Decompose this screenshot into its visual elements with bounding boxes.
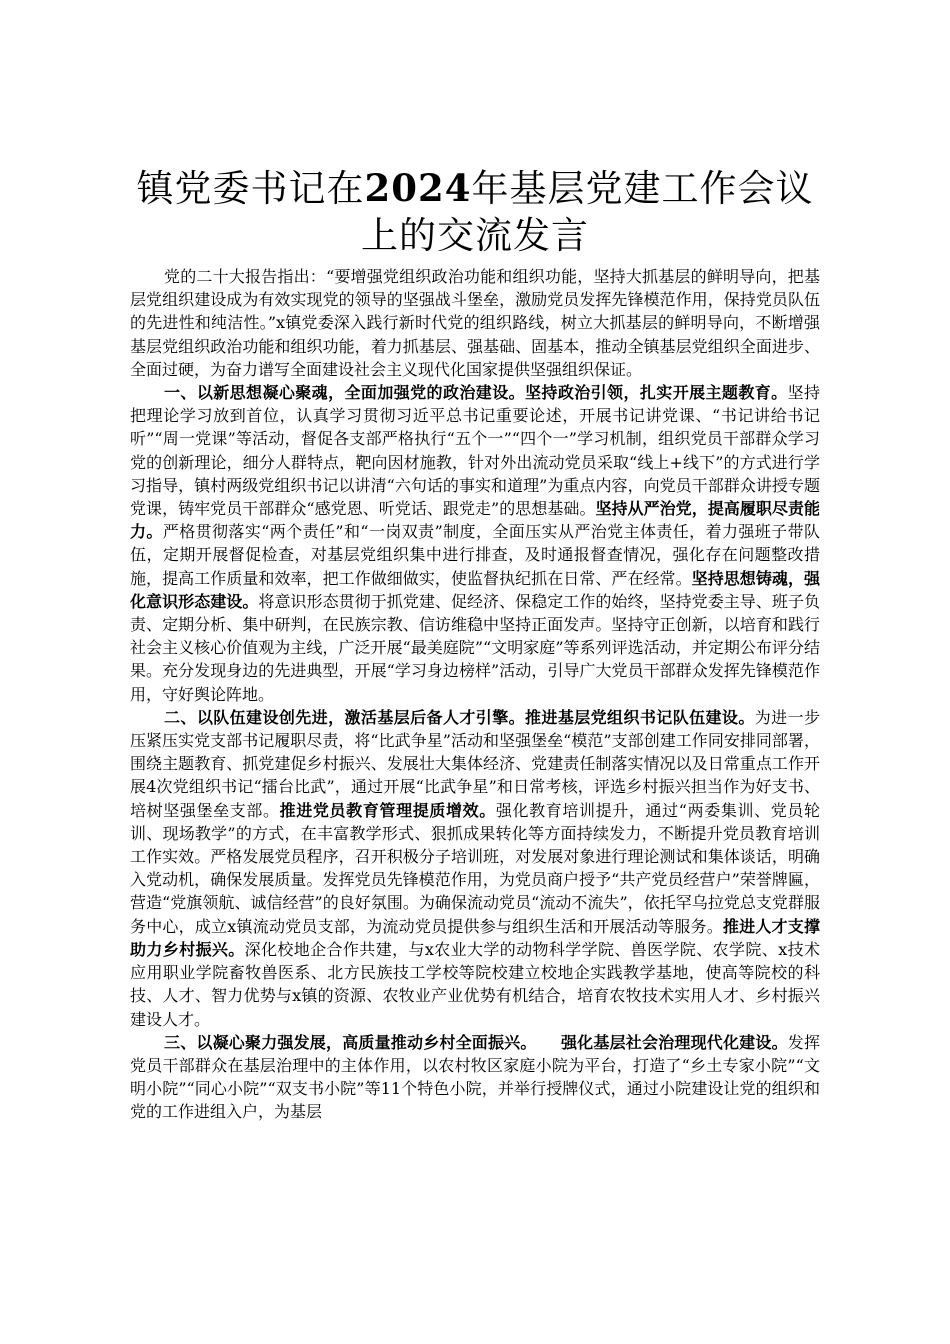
bold-heading-text: 坚持思想铸魂，强化意识形态建设。	[130, 568, 820, 611]
title-year: 2024	[364, 166, 472, 210]
paragraph	[130, 1031, 820, 1124]
bold-heading-text: 推进党员教育管理提质增效。	[279, 800, 496, 820]
document-title	[130, 165, 820, 259]
paragraph	[130, 381, 820, 706]
bold-heading-text: 推进人才支撑助力乡村振兴。	[130, 916, 820, 959]
document-body	[130, 265, 820, 1124]
paragraph	[130, 706, 820, 1031]
bold-heading-text: 坚持从严治党，提高履职尽责能力。	[130, 499, 820, 542]
document-page	[130, 165, 820, 1124]
body-text: 强化教育培训提升，通过“两委集训、党员轮训、现场教学”的方式，在丰富教学形式、狠抓成果转化等方面持续发力，不断提升党员教育培训工作实效。严格发展党员程序，召开积极分子培训班，对发展对象进行理论测试和集体谈话，明确入党动机，确保发展质量。发挥党员先锋模范作用，为党员商户授予“共产党员经营户”荣誉牌匾，营造“党旗领航、诚信经营”的良好氛围。为确保流动党员“流动不流失”，依托罕乌拉党总支党群服务中心，成立x镇流动党员支部，为流动党员提供参与组织生活和开展活动等服务。	[130, 800, 820, 936]
body-text: 严格贯彻落实“两个责任”和“一岗双责”制度，全面压实从严治党主体责任，着力强班子带队伍，定期开展督促检查，对基层党组织集中进行排查，及时通报督查情况，强化存在问题整改措施，提高工作质量和效率，把工作做细做实，使监督执纪抓在日常、严在经常。	[130, 522, 820, 588]
bold-heading-text: 三、以凝心聚力强发展，高质量推动乡村全面振兴。 强化基层社会治理现代化建设。	[164, 1032, 788, 1052]
body-text: 为进一步压紧压实党支部书记履职尽责，将“比武争星”活动和坚强堡垒“模范”支部创建工作同安排同部署，围绕主题教育、抓党建促乡村振兴、发展壮大集体经济、党建责任制落实情况以及日常重点工作开展4次党组织书记“擂台比武”，通过开展“比武争星”和日常考核，评选乡村振兴担当作为好支书、培树坚强堡垒支部。	[130, 707, 820, 820]
bold-heading-text: 二、以队伍建设创先进，激活基层后备人才引擎。推进基层党组织书记队伍建设。	[164, 707, 755, 727]
title-text-pre: 镇党委书记在	[136, 167, 365, 210]
body-text: 党的二十大报告指出：“要增强党组织政治功能和组织功能，坚持大抓基层的鲜明导向，把基层党组织建设成为有效实现党的领导的坚强战斗堡垒，激励党员发挥先锋模范作用，保持党员队伍的先进性和纯洁性。”x镇党委深入践行新时代党的组织路线，树立大抓基层的鲜明导向，不断增强基层党组织政治功能和组织功能，着力抓基层、强基础、固基本，推动全镇基层党组织全面进步、全面过硬，为奋力谱写全面建设社会主义现代化国家提供坚强组织保证。	[130, 267, 820, 379]
paragraph	[130, 265, 820, 381]
body-text: 发挥党员干部群众在基层治理中的主体作用，以农村牧区家庭小院为平台，打造了“乡土专家小院”“文明小院”“同心小院”“双支书小院”等11个特色小院，并举行授牌仪式，通过小院建设让党的组织和党的工作进组入户，为基层	[130, 1032, 820, 1122]
body-text: 深化校地企合作共建，与x农业大学的动物科学学院、兽医学院、农学院、x技术应用职业学院畜牧兽医系、北方民族技工学校等院校建立校地企实践教学基地，使高等院校的科技、人才、智力优势与x镇的资源、农牧业产业优势有机结合，培育农牧技术实用人才、乡村振兴建设人才。	[130, 939, 820, 1029]
title-text-post: 年基层党建工作会议上的交流发言	[361, 167, 814, 257]
body-text: 将意识形态贯彻于抓党建、促经济、保稳定工作的始终，坚持党委主导、班子负责、定期分析、集中研判，在民族宗教、信访维稳中坚持正面发声。坚持守正创新，以培育和践行社会主义核心价值观为主线，广泛开展“最美庭院”“文明家庭”等系列评选活动，并定期公布评分结果。充分发现身边的先进典型，开展“学习身边榜样”活动，引导广大党员干部群众发挥先锋模范作用，守好舆论阵地。	[130, 591, 820, 704]
bold-heading-text: 一、以新思想凝心聚魂，全面加强党的政治建设。坚持政治引领，扎实开展主题教育。	[164, 383, 788, 403]
body-text: 坚持把理论学习放到首位，认真学习贯彻习近平总书记重要论述，开展书记讲党课、“书记讲给书记听”“周一党课”等活动，督促各支部严格执行“五个一”“四个一”学习机制，组织党员干部群众学习党的创新理论，细分人群特点，靶向因材施教，针对外出流动党员采取“线上+线下”的方式进行学习指导，镇村两级党组织书记以讲清“六句话的事实和道理”为重点内容，向党员干部群众讲授专题党课，铸牢党员干部群众“感党恩、听党话、跟党走”的思想基础。	[130, 383, 820, 519]
